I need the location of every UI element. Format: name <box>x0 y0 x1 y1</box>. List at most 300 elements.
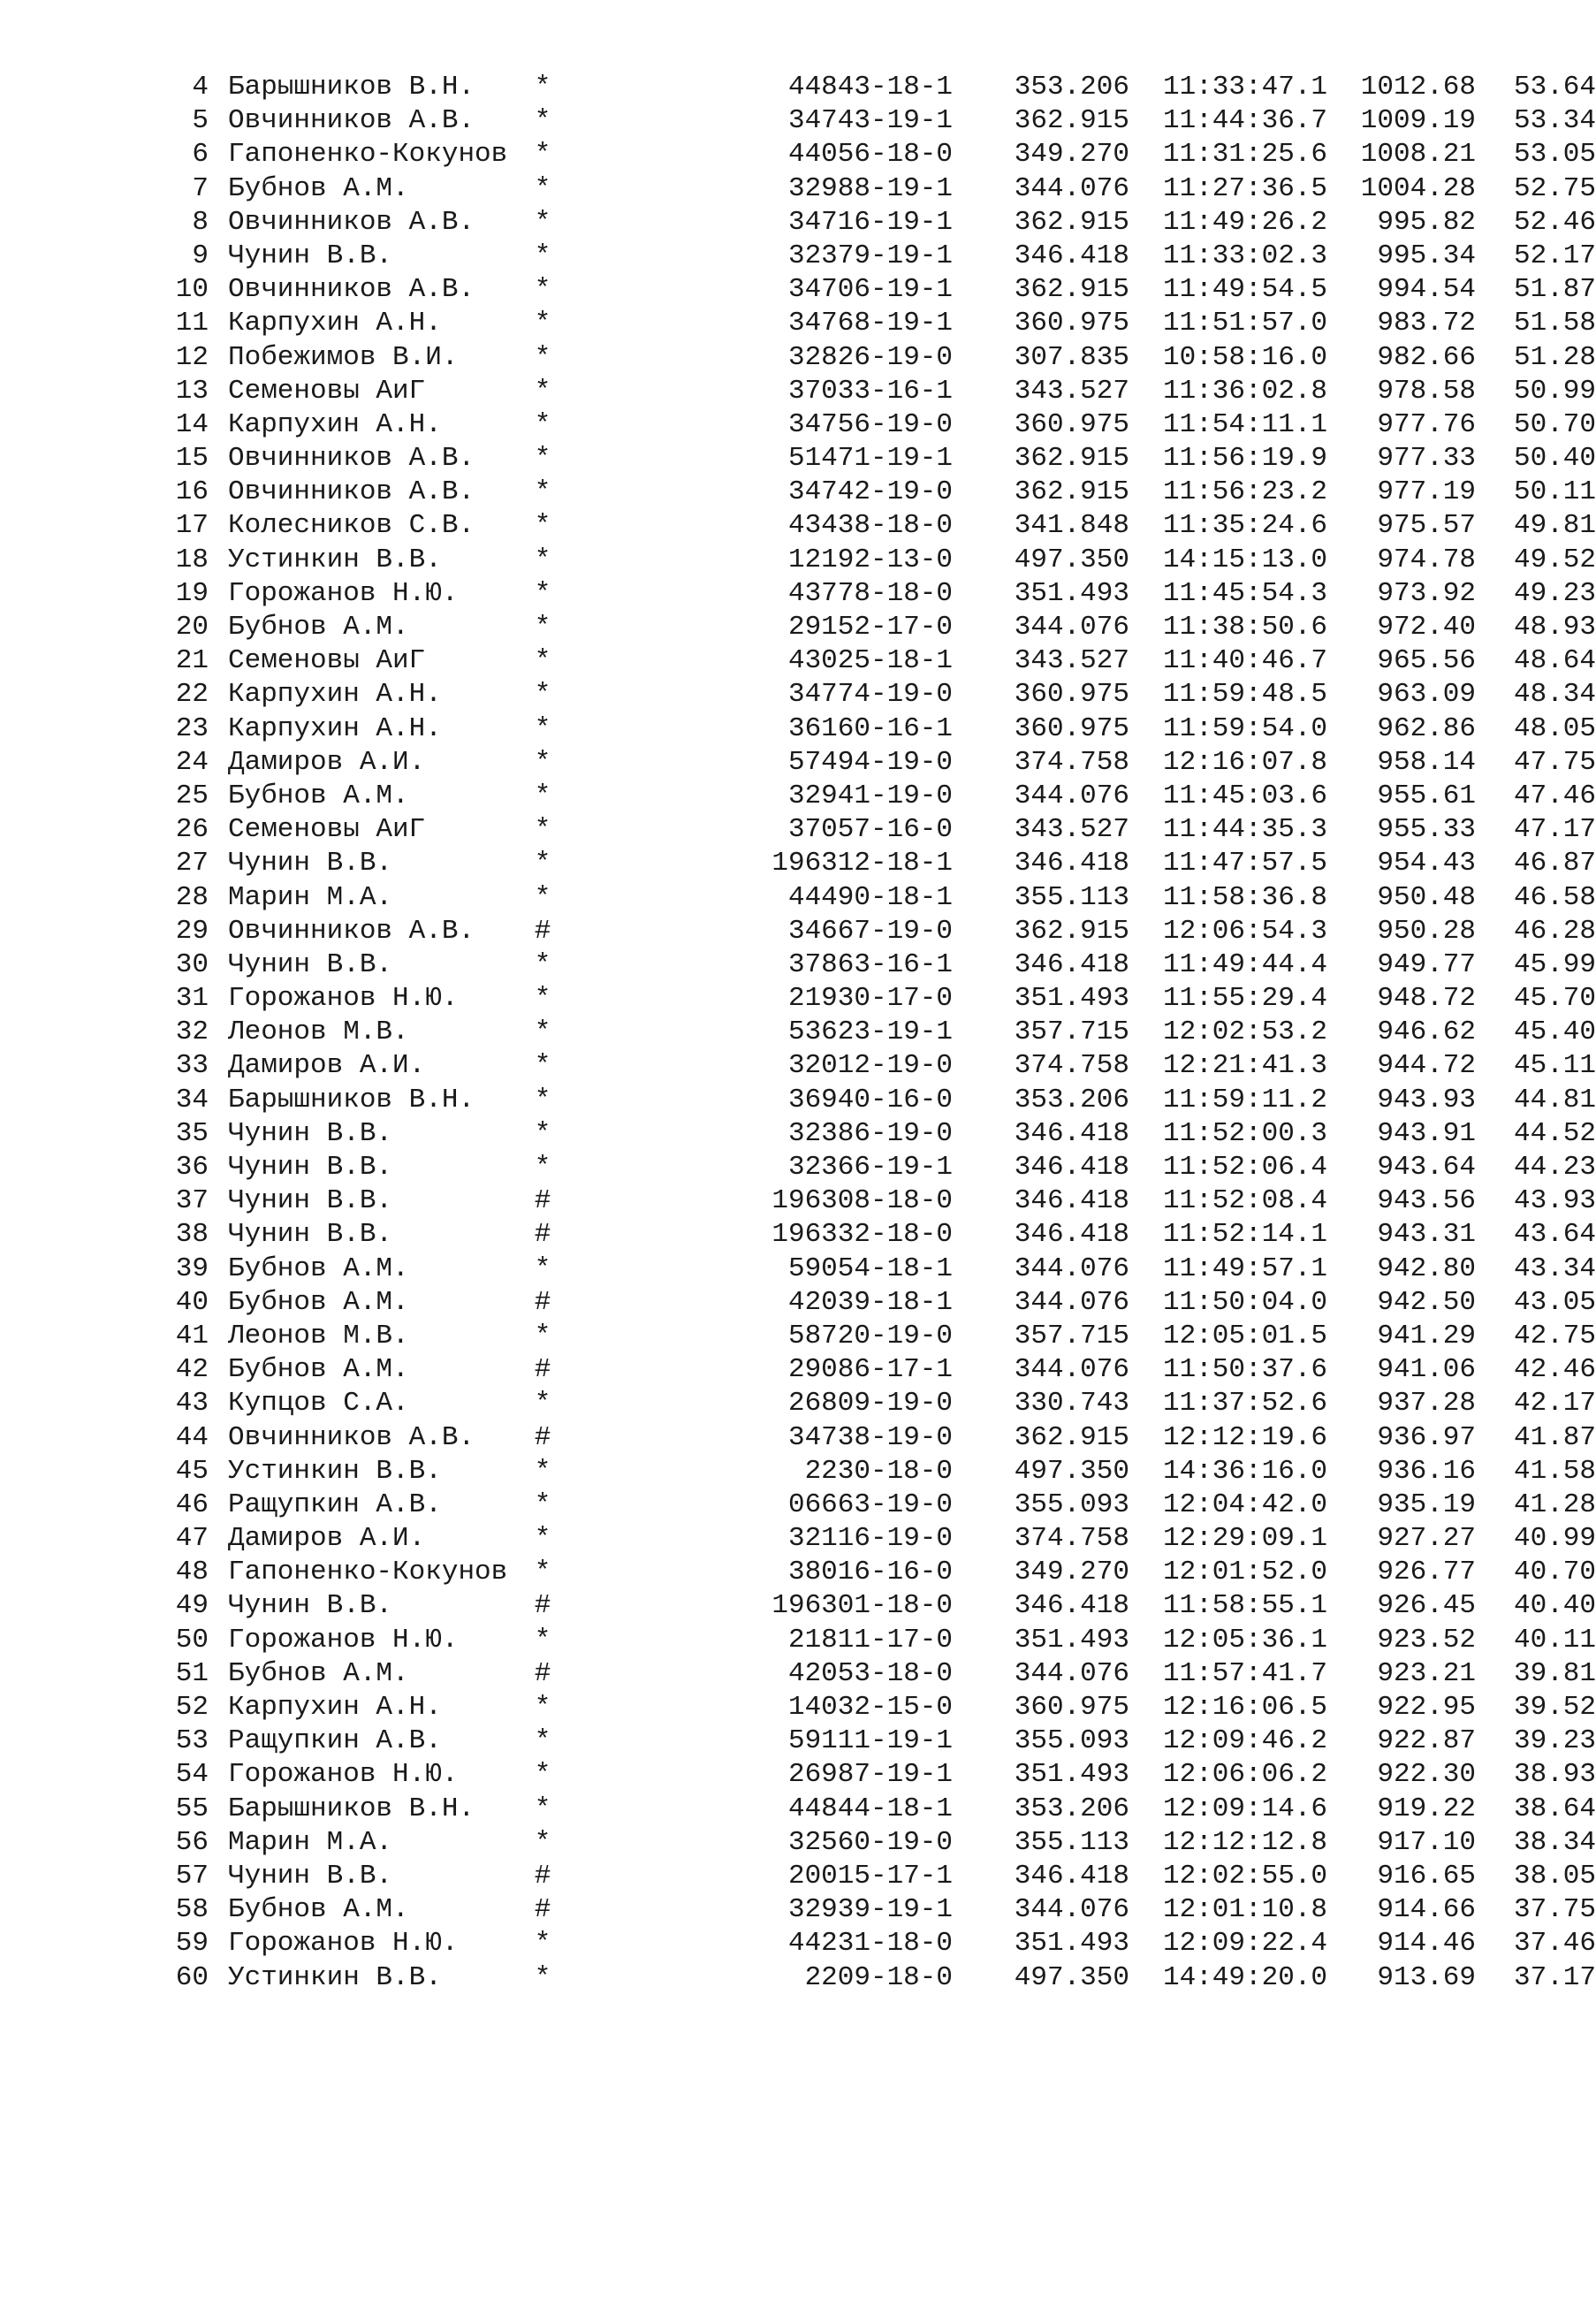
distance-km: 362.915 <box>1014 476 1129 508</box>
distance-km: 497.350 <box>1014 544 1129 575</box>
table-row <box>173 1893 1596 1927</box>
fancier-name: Чунин В.В. <box>228 1117 393 1149</box>
place-number: 28 <box>175 881 209 913</box>
table-row <box>173 1522 1596 1556</box>
entry-mark: * <box>534 375 551 407</box>
distance-km: 497.350 <box>1014 1961 1129 1993</box>
entry-mark: * <box>534 1252 551 1284</box>
ring-number: 37057-16-0 <box>787 814 953 846</box>
arrival-time: 11:49:26.2 <box>1162 206 1327 238</box>
points-value: 51.28 <box>1513 341 1596 373</box>
distance-km: 346.418 <box>1014 948 1129 980</box>
fancier-name: Овчинников А.В. <box>228 206 475 238</box>
arrival-time: 11:55:29.4 <box>1162 983 1327 1015</box>
fancier-name: Овчинников А.В. <box>228 476 475 508</box>
speed-value: 926.77 <box>1377 1557 1476 1588</box>
speed-value: 965.56 <box>1377 645 1476 677</box>
ring-number: 57494-19-0 <box>787 746 953 778</box>
entry-mark: * <box>534 1388 551 1420</box>
ring-number: 34706-19-1 <box>787 274 953 306</box>
table-row <box>173 273 1596 307</box>
place-number: 12 <box>175 341 209 373</box>
speed-value: 977.76 <box>1377 408 1476 440</box>
speed-value: 973.92 <box>1377 577 1476 609</box>
ring-number: 21930-17-0 <box>787 983 953 1015</box>
points-value: 46.58 <box>1513 881 1596 913</box>
place-number: 49 <box>175 1590 209 1622</box>
points-value: 41.28 <box>1513 1488 1596 1520</box>
entry-mark: * <box>534 1084 551 1115</box>
ring-number: 37033-16-1 <box>787 375 953 407</box>
table-row <box>173 71 1596 104</box>
speed-value: 935.19 <box>1377 1488 1476 1520</box>
arrival-time: 11:50:37.6 <box>1162 1354 1327 1386</box>
table-row <box>173 982 1596 1016</box>
table-row <box>173 138 1596 171</box>
place-number: 21 <box>175 645 209 677</box>
fancier-name: Овчинников А.В. <box>228 274 475 306</box>
ring-number: 32941-19-0 <box>787 780 953 811</box>
entry-mark: * <box>534 476 551 508</box>
points-value: 42.17 <box>1513 1388 1596 1420</box>
arrival-time: 12:09:14.6 <box>1162 1793 1327 1824</box>
place-number: 15 <box>175 443 209 475</box>
arrival-time: 12:05:01.5 <box>1162 1320 1327 1351</box>
fancier-name: Марин М.А. <box>228 1826 393 1858</box>
fancier-name: Бубнов А.М. <box>228 1252 409 1284</box>
points-value: 51.58 <box>1513 308 1596 339</box>
fancier-name: Бубнов А.М. <box>228 172 409 204</box>
table-row <box>173 1826 1596 1860</box>
distance-km: 362.915 <box>1014 915 1129 947</box>
ring-number: 42039-18-1 <box>787 1286 953 1318</box>
points-value: 43.64 <box>1513 1219 1596 1251</box>
speed-value: 955.33 <box>1377 814 1476 846</box>
fancier-name: Ращупкин А.В. <box>228 1488 442 1520</box>
entry-mark: * <box>534 948 551 980</box>
arrival-time: 12:09:46.2 <box>1162 1725 1327 1757</box>
speed-value: 1004.28 <box>1360 172 1476 204</box>
fancier-name: Овчинников А.В. <box>228 915 475 947</box>
table-row <box>173 104 1596 138</box>
fancier-name: Карпухин А.Н. <box>228 712 442 744</box>
speed-value: 941.29 <box>1377 1320 1476 1351</box>
entry-mark: * <box>534 341 551 373</box>
fancier-name: Устинкин В.В. <box>228 1455 442 1487</box>
fancier-name: Семеновы АиГ <box>228 645 426 677</box>
fancier-name: Бубнов А.М. <box>228 1894 409 1926</box>
ring-number: 34743-19-1 <box>787 105 953 137</box>
table-row <box>173 746 1596 780</box>
arrival-time: 11:49:44.4 <box>1162 948 1327 980</box>
ring-number: 196312-18-1 <box>771 848 953 879</box>
arrival-time: 12:09:22.4 <box>1162 1928 1327 1960</box>
place-number: 29 <box>175 915 209 947</box>
entry-mark: * <box>534 1523 551 1555</box>
fancier-name: Гапоненко-Кокунов <box>228 1557 508 1588</box>
fancier-name: Горожанов Н.Ю. <box>228 1928 459 1960</box>
points-value: 37.17 <box>1513 1961 1596 1993</box>
distance-km: 355.093 <box>1014 1725 1129 1757</box>
ring-number: 42053-18-0 <box>787 1657 953 1689</box>
points-value: 38.34 <box>1513 1826 1596 1858</box>
arrival-time: 12:01:52.0 <box>1162 1557 1327 1588</box>
fancier-name: Чунин В.В. <box>228 1152 393 1183</box>
entry-mark: * <box>534 1016 551 1048</box>
fancier-name: Побежимов В.И. <box>228 341 459 373</box>
fancier-name: Семеновы АиГ <box>228 375 426 407</box>
fancier-name: Чунин В.В. <box>228 1219 393 1251</box>
arrival-time: 14:15:13.0 <box>1162 544 1327 575</box>
speed-value: 962.86 <box>1377 712 1476 744</box>
table-row <box>173 644 1596 678</box>
arrival-time: 12:16:06.5 <box>1162 1692 1327 1723</box>
points-value: 37.75 <box>1513 1894 1596 1926</box>
arrival-time: 11:52:06.4 <box>1162 1152 1327 1183</box>
ring-number: 14032-15-0 <box>787 1692 953 1723</box>
speed-value: 1009.19 <box>1360 105 1476 137</box>
distance-km: 344.076 <box>1014 1252 1129 1284</box>
speed-value: 977.19 <box>1377 476 1476 508</box>
table-row <box>173 577 1596 611</box>
speed-value: 926.45 <box>1377 1590 1476 1622</box>
speed-value: 917.10 <box>1377 1826 1476 1858</box>
place-number: 25 <box>175 780 209 811</box>
place-number: 55 <box>175 1793 209 1824</box>
fancier-name: Семеновы АиГ <box>228 814 426 846</box>
distance-km: 346.418 <box>1014 1219 1129 1251</box>
points-value: 48.34 <box>1513 679 1596 711</box>
distance-km: 351.493 <box>1014 1759 1129 1791</box>
ring-number: 34774-19-0 <box>787 679 953 711</box>
ring-number: 44056-18-0 <box>787 139 953 171</box>
ring-number: 32012-19-0 <box>787 1050 953 1082</box>
speed-value: 923.52 <box>1377 1624 1476 1656</box>
place-number: 31 <box>175 983 209 1015</box>
place-number: 50 <box>175 1624 209 1656</box>
table-row <box>173 307 1596 340</box>
table-row <box>173 1589 1596 1623</box>
ring-number: 59111-19-1 <box>787 1725 953 1757</box>
ring-number: 2230-18-0 <box>804 1455 953 1487</box>
points-value: 45.11 <box>1513 1050 1596 1082</box>
table-row <box>173 1252 1596 1286</box>
arrival-time: 12:05:36.1 <box>1162 1624 1327 1656</box>
distance-km: 355.113 <box>1014 881 1129 913</box>
speed-value: 1008.21 <box>1360 139 1476 171</box>
fancier-name: Карпухин А.Н. <box>228 408 442 440</box>
ring-number: 29152-17-0 <box>787 612 953 643</box>
table-row <box>173 1556 1596 1589</box>
points-value: 46.87 <box>1513 848 1596 879</box>
fancier-name: Марин М.А. <box>228 881 393 913</box>
speed-value: 982.66 <box>1377 341 1476 373</box>
speed-value: 936.97 <box>1377 1421 1476 1453</box>
table-row <box>173 1961 1596 1995</box>
entry-mark: * <box>534 240 551 271</box>
ring-number: 32116-19-0 <box>787 1523 953 1555</box>
arrival-time: 12:02:53.2 <box>1162 1016 1327 1048</box>
place-number: 37 <box>175 1185 209 1217</box>
fancier-name: Барышников В.Н. <box>228 72 475 103</box>
distance-km: 343.527 <box>1014 375 1129 407</box>
fancier-name: Овчинников А.В. <box>228 1421 475 1453</box>
ring-number: 44843-18-1 <box>787 72 953 103</box>
distance-km: 307.835 <box>1014 341 1129 373</box>
arrival-time: 11:44:35.3 <box>1162 814 1327 846</box>
speed-value: 913.69 <box>1377 1961 1476 1993</box>
entry-mark: * <box>534 274 551 306</box>
arrival-time: 14:36:16.0 <box>1162 1455 1327 1487</box>
table-row <box>173 1421 1596 1455</box>
distance-km: 346.418 <box>1014 1152 1129 1183</box>
table-row <box>173 206 1596 240</box>
distance-km: 360.975 <box>1014 408 1129 440</box>
speed-value: 946.62 <box>1377 1016 1476 1048</box>
speed-value: 914.46 <box>1377 1928 1476 1960</box>
table-row <box>173 847 1596 880</box>
fancier-name: Дамиров А.И. <box>228 1523 426 1555</box>
arrival-time: 12:06:06.2 <box>1162 1759 1327 1791</box>
ring-number: 32366-19-1 <box>787 1152 953 1183</box>
place-number: 59 <box>175 1928 209 1960</box>
arrival-time: 11:59:48.5 <box>1162 679 1327 711</box>
speed-value: 943.64 <box>1377 1152 1476 1183</box>
speed-value: 923.21 <box>1377 1657 1476 1689</box>
ring-number: 32939-19-1 <box>787 1894 953 1926</box>
place-number: 14 <box>175 408 209 440</box>
entry-mark: * <box>534 443 551 475</box>
fancier-name: Бубнов А.М. <box>228 1354 409 1386</box>
entry-mark: # <box>534 1421 551 1453</box>
table-row <box>173 1286 1596 1320</box>
entry-mark: # <box>534 1354 551 1386</box>
arrival-time: 11:57:41.7 <box>1162 1657 1327 1689</box>
points-value: 53.64 <box>1513 72 1596 103</box>
speed-value: 975.57 <box>1377 510 1476 542</box>
ring-number: 26809-19-0 <box>787 1388 953 1420</box>
points-value: 37.46 <box>1513 1928 1596 1960</box>
points-value: 39.52 <box>1513 1692 1596 1723</box>
ring-number: 36160-16-1 <box>787 712 953 744</box>
place-number: 10 <box>175 274 209 306</box>
ring-number: 58720-19-0 <box>787 1320 953 1351</box>
distance-km: 374.758 <box>1014 746 1129 778</box>
distance-km: 344.076 <box>1014 1354 1129 1386</box>
entry-mark: * <box>534 1961 551 1993</box>
entry-mark: * <box>534 1725 551 1757</box>
entry-mark: * <box>534 206 551 238</box>
ring-number: 43025-18-1 <box>787 645 953 677</box>
fancier-name: Чунин В.В. <box>228 1185 393 1217</box>
fancier-name: Карпухин А.Н. <box>228 1692 442 1723</box>
place-number: 13 <box>175 375 209 407</box>
points-value: 47.75 <box>1513 746 1596 778</box>
table-row <box>173 1049 1596 1083</box>
points-value: 45.40 <box>1513 1016 1596 1048</box>
speed-value: 922.87 <box>1377 1725 1476 1757</box>
points-value: 42.46 <box>1513 1354 1596 1386</box>
table-row <box>173 544 1596 577</box>
entry-mark: * <box>534 72 551 103</box>
fancier-name: Купцов С.А. <box>228 1388 409 1420</box>
points-value: 50.11 <box>1513 476 1596 508</box>
speed-value: 948.72 <box>1377 983 1476 1015</box>
speed-value: 942.50 <box>1377 1286 1476 1318</box>
table-row <box>173 240 1596 273</box>
place-number: 40 <box>175 1286 209 1318</box>
speed-value: 943.93 <box>1377 1084 1476 1115</box>
distance-km: 353.206 <box>1014 72 1129 103</box>
fancier-name: Чунин В.В. <box>228 240 393 271</box>
ring-number: 32988-19-1 <box>787 172 953 204</box>
ring-number: 43438-18-0 <box>787 510 953 542</box>
entry-mark: * <box>534 746 551 778</box>
speed-value: 936.16 <box>1377 1455 1476 1487</box>
arrival-time: 11:49:54.5 <box>1162 274 1327 306</box>
fancier-name: Барышников В.Н. <box>228 1084 475 1115</box>
ring-number: 34742-19-0 <box>787 476 953 508</box>
fancier-name: Чунин В.В. <box>228 1590 393 1622</box>
arrival-time: 11:49:57.1 <box>1162 1252 1327 1284</box>
place-number: 5 <box>192 105 209 137</box>
entry-mark: * <box>534 1152 551 1183</box>
ring-number: 12192-13-0 <box>787 544 953 575</box>
place-number: 6 <box>192 139 209 171</box>
ring-number: 34716-19-1 <box>787 206 953 238</box>
table-row <box>173 1758 1596 1792</box>
table-row <box>173 1624 1596 1657</box>
fancier-name: Барышников В.Н. <box>228 1793 475 1824</box>
arrival-time: 12:29:09.1 <box>1162 1523 1327 1555</box>
speed-value: 944.72 <box>1377 1050 1476 1082</box>
place-number: 60 <box>175 1961 209 1993</box>
entry-mark: * <box>534 1759 551 1791</box>
table-row <box>173 948 1596 982</box>
speed-value: 937.28 <box>1377 1388 1476 1420</box>
speed-value: 943.56 <box>1377 1185 1476 1217</box>
speed-value: 914.66 <box>1377 1894 1476 1926</box>
points-value: 48.05 <box>1513 712 1596 744</box>
entry-mark: * <box>534 712 551 744</box>
place-number: 48 <box>175 1557 209 1588</box>
arrival-time: 11:27:36.5 <box>1162 172 1327 204</box>
fancier-name: Бубнов А.М. <box>228 612 409 643</box>
entry-mark: * <box>534 544 551 575</box>
entry-mark: * <box>534 983 551 1015</box>
arrival-time: 10:58:16.0 <box>1162 341 1327 373</box>
place-number: 45 <box>175 1455 209 1487</box>
table-row <box>173 1691 1596 1724</box>
speed-value: 943.91 <box>1377 1117 1476 1149</box>
distance-km: 351.493 <box>1014 1928 1129 1960</box>
place-number: 18 <box>175 544 209 575</box>
place-number: 19 <box>175 577 209 609</box>
table-row <box>173 1151 1596 1184</box>
table-row <box>173 780 1596 813</box>
speed-value: 950.28 <box>1377 915 1476 947</box>
ring-number: 34738-19-0 <box>787 1421 953 1453</box>
arrival-time: 11:31:25.6 <box>1162 139 1327 171</box>
place-number: 34 <box>175 1084 209 1115</box>
table-row <box>173 509 1596 543</box>
entry-mark: * <box>534 612 551 643</box>
entry-mark: * <box>534 1557 551 1588</box>
place-number: 26 <box>175 814 209 846</box>
table-row <box>173 881 1596 915</box>
points-value: 38.05 <box>1513 1860 1596 1892</box>
arrival-time: 11:47:57.5 <box>1162 848 1327 879</box>
speed-value: 995.82 <box>1377 206 1476 238</box>
speed-value: 995.34 <box>1377 240 1476 271</box>
table-row <box>173 476 1596 509</box>
speed-value: 919.22 <box>1377 1793 1476 1824</box>
arrival-time: 11:45:03.6 <box>1162 780 1327 811</box>
ring-number: 36940-16-0 <box>787 1084 953 1115</box>
speed-value: 950.48 <box>1377 881 1476 913</box>
ring-number: 32826-19-0 <box>787 341 953 373</box>
arrival-time: 11:44:36.7 <box>1162 105 1327 137</box>
fancier-name: Карпухин А.Н. <box>228 308 442 339</box>
entry-mark: # <box>534 1590 551 1622</box>
entry-mark: * <box>534 1050 551 1082</box>
distance-km: 346.418 <box>1014 240 1129 271</box>
arrival-time: 11:56:23.2 <box>1162 476 1327 508</box>
ring-number: 32560-19-0 <box>787 1826 953 1858</box>
distance-km: 351.493 <box>1014 577 1129 609</box>
entry-mark: * <box>534 408 551 440</box>
points-value: 53.05 <box>1513 139 1596 171</box>
ring-number: 59054-18-1 <box>787 1252 953 1284</box>
table-row <box>173 172 1596 206</box>
points-value: 45.70 <box>1513 983 1596 1015</box>
fancier-name: Леонов М.В. <box>228 1016 409 1048</box>
speed-value: 954.43 <box>1377 848 1476 879</box>
points-value: 46.28 <box>1513 915 1596 947</box>
arrival-time: 12:21:41.3 <box>1162 1050 1327 1082</box>
place-number: 35 <box>175 1117 209 1149</box>
points-value: 52.75 <box>1513 172 1596 204</box>
fancier-name: Гапоненко-Кокунов <box>228 139 508 171</box>
speed-value: 983.72 <box>1377 308 1476 339</box>
entry-mark: * <box>534 881 551 913</box>
distance-km: 351.493 <box>1014 983 1129 1015</box>
points-value: 43.93 <box>1513 1185 1596 1217</box>
entry-mark: * <box>534 172 551 204</box>
ring-number: 196301-18-0 <box>771 1590 953 1622</box>
table-row <box>173 915 1596 948</box>
place-number: 30 <box>175 948 209 980</box>
fancier-name: Бубнов А.М. <box>228 1657 409 1689</box>
fancier-name: Дамиров А.И. <box>228 746 426 778</box>
table-row <box>173 1218 1596 1252</box>
points-value: 47.17 <box>1513 814 1596 846</box>
entry-mark: * <box>534 1793 551 1824</box>
points-value: 42.75 <box>1513 1320 1596 1351</box>
place-number: 41 <box>175 1320 209 1351</box>
fancier-name: Чунин В.В. <box>228 1860 393 1892</box>
place-number: 11 <box>175 308 209 339</box>
speed-value: 977.33 <box>1377 443 1476 475</box>
place-number: 36 <box>175 1152 209 1183</box>
place-number: 54 <box>175 1759 209 1791</box>
points-value: 50.99 <box>1513 375 1596 407</box>
points-value: 48.93 <box>1513 612 1596 643</box>
speed-value: 941.06 <box>1377 1354 1476 1386</box>
place-number: 22 <box>175 679 209 711</box>
fancier-name: Дамиров А.И. <box>228 1050 426 1082</box>
table-row <box>173 1117 1596 1151</box>
